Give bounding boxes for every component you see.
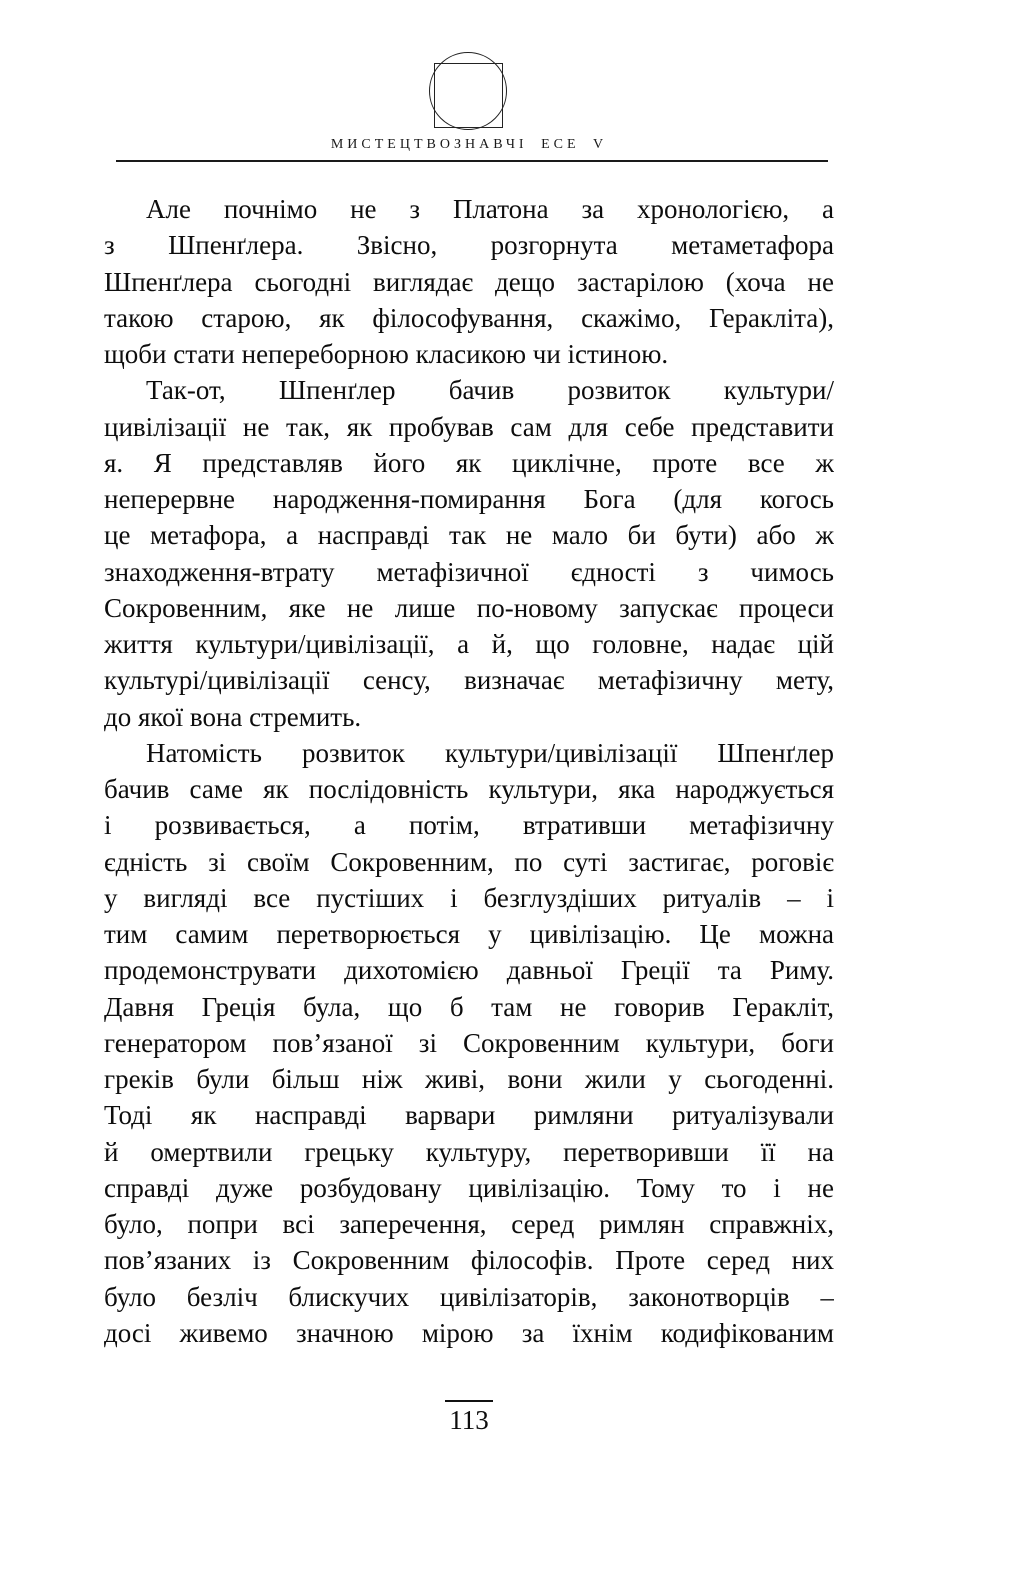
text-line: Натомість розвиток культури/цивілізації Шпенґлер <box>146 737 834 768</box>
text-line: генератором пов’язаної зі Сокровенним культури, боги <box>104 1027 834 1058</box>
header-rule <box>116 160 828 162</box>
text-line: культурі/цивілізації сенсу, визначає метафізичну мету, <box>104 665 834 696</box>
text-line: бачив саме як послідовність культури, яка народжується <box>104 774 834 804</box>
text-line: було безліч блискучих цивілізаторів, законотворців – <box>104 1281 834 1312</box>
text-line: щоби стати непереборною класикою чи істиною. <box>104 339 669 369</box>
text-line: тим самим перетворюється у цивілізацію. Це можна <box>104 919 834 949</box>
paragraph <box>104 191 834 372</box>
text-line: цивілізації не так, як пробував сам для себе представити <box>104 411 834 442</box>
text-line: Але почнімо не з Платона за хронологією, а <box>146 194 834 224</box>
paragraph <box>104 372 834 735</box>
text-line: до якої вона стремить. <box>104 701 362 732</box>
publisher-logo <box>429 52 509 130</box>
text-line: продемонструвати дихотомією давньої Греції та Риму. <box>104 955 834 986</box>
text-line: неперервне народження-помирання Бога (для когось <box>104 484 834 514</box>
text-line: і розвивається, а потім, втративши метафізичну <box>104 810 834 841</box>
text-line: було, попри всі заперечення, серед римлян справжніх, <box>104 1209 834 1239</box>
text-line: греків були більш ніж живі, вони жили у сьогоденні. <box>104 1064 834 1094</box>
text-line: й омертвили грецьку культуру, перетворивши її на <box>104 1136 834 1167</box>
paragraph <box>104 735 834 1351</box>
page-header <box>104 0 834 162</box>
text-line: такою старою, як філософування, скажімо, Геракліта), <box>104 302 834 333</box>
page-number: 113 <box>445 1400 493 1435</box>
text-line: Давня Греція була, що б там не говорив Геракліт, <box>104 991 834 1022</box>
page-footer <box>104 1400 834 1435</box>
text-line: знаходження-втрату метафізичної єдності з чимось <box>104 556 834 587</box>
text-line: це метафора, а насправді так не мало би бути) або ж <box>104 520 834 551</box>
text-line: Так-от, Шпенґлер бачив розвиток культури/ <box>146 375 834 406</box>
text-line: Шпенґлера сьогодні виглядає дещо застарілою (хоча не <box>104 266 834 297</box>
logo-circle-shape <box>429 52 507 130</box>
running-title: МИСТЕЦТВОЗНАВЧІ ЕСЕ V <box>330 137 608 152</box>
text-line: Тоді як насправді варвари римляни ритуалізували <box>104 1100 834 1131</box>
text-line: я. Я представляв його як циклічне, проте все ж <box>104 447 834 478</box>
text-line: життя культури/цивілізації, а й, що головне, надає цій <box>104 629 834 659</box>
text-line: Сокровенним, яке не лише по-новому запускає процеси <box>104 592 834 623</box>
text-line: у вигляді все пустіших і безглуздіших ритуалів – і <box>104 882 834 913</box>
text-line: пов’язаних із Сокровенним філософів. Проте серед них <box>104 1245 834 1276</box>
page-body-text <box>104 191 834 1351</box>
text-line: справді дуже розбудовану цивілізацію. Тому то і не <box>104 1172 834 1203</box>
text-line: єдність зі своїм Сокровенним, по суті застигає, роговіє <box>104 846 834 877</box>
text-line: досі живемо значною мірою за їхнім кодифікованим <box>104 1317 834 1348</box>
text-line: з Шпенґлера. Звісно, розгорнута метаметафора <box>104 230 834 261</box>
